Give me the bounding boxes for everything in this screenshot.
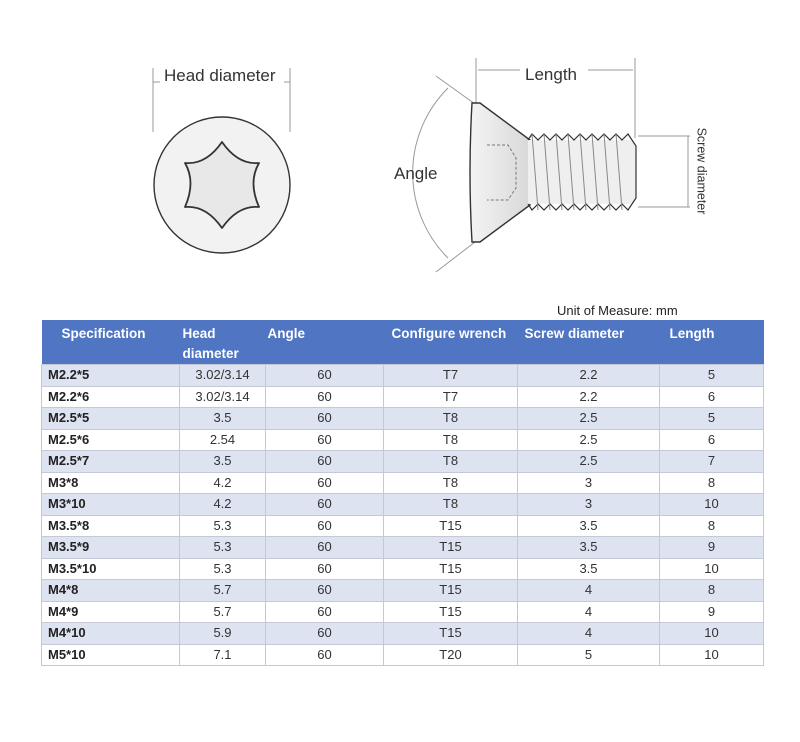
table-header-row xyxy=(42,320,764,365)
spec-table xyxy=(41,320,764,666)
cell-angle: 60 xyxy=(266,537,384,559)
cell-length: 8 xyxy=(660,472,764,494)
cell-angle: 60 xyxy=(266,644,384,666)
cell-screw-diameter: 4 xyxy=(518,580,660,602)
head-top-view xyxy=(153,68,290,253)
cell-length: 10 xyxy=(660,558,764,580)
cell-wrench: T15 xyxy=(384,623,518,645)
cell-angle: 60 xyxy=(266,472,384,494)
length-label: Length xyxy=(525,65,577,84)
cell-wrench: T8 xyxy=(384,451,518,473)
cell-screw-diameter: 2.5 xyxy=(518,408,660,430)
header-specification: Specification xyxy=(42,320,180,365)
cell-length: 10 xyxy=(660,494,764,516)
cell-specification: M3*10 xyxy=(42,494,180,516)
cell-length: 9 xyxy=(660,537,764,559)
cell-screw-diameter: 4 xyxy=(518,623,660,645)
cell-screw-diameter: 2.2 xyxy=(518,386,660,408)
cell-specification: M2.5*5 xyxy=(42,408,180,430)
table-row xyxy=(42,558,764,580)
screw-side-view xyxy=(413,58,690,272)
angle-label: Angle xyxy=(394,164,438,183)
cell-screw-diameter: 3.5 xyxy=(518,537,660,559)
cell-specification: M3.5*10 xyxy=(42,558,180,580)
cell-head-diameter: 5.3 xyxy=(180,515,266,537)
cell-head-diameter: 7.1 xyxy=(180,644,266,666)
cell-length: 9 xyxy=(660,601,764,623)
cell-wrench: T8 xyxy=(384,494,518,516)
cell-length: 8 xyxy=(660,515,764,537)
cell-specification: M2.5*6 xyxy=(42,429,180,451)
cell-head-diameter: 3.02/3.14 xyxy=(180,365,266,387)
cell-head-diameter: 4.2 xyxy=(180,494,266,516)
cell-wrench: T7 xyxy=(384,365,518,387)
cell-angle: 60 xyxy=(266,623,384,645)
cell-angle: 60 xyxy=(266,515,384,537)
table-row xyxy=(42,451,764,473)
cell-length: 10 xyxy=(660,644,764,666)
header-configure-wrench: Configure wrench xyxy=(384,320,518,365)
cell-screw-diameter: 2.5 xyxy=(518,451,660,473)
cell-specification: M3.5*9 xyxy=(42,537,180,559)
cell-wrench: T20 xyxy=(384,644,518,666)
cell-length: 8 xyxy=(660,580,764,602)
table-row xyxy=(42,472,764,494)
header-head-diameter: Head diameter xyxy=(180,320,266,365)
header-length: Length xyxy=(660,320,764,365)
cell-wrench: T7 xyxy=(384,386,518,408)
head-diameter-label: Head diameter xyxy=(164,66,276,85)
cell-wrench: T15 xyxy=(384,601,518,623)
cell-specification: M2.2*5 xyxy=(42,365,180,387)
cell-specification: M3*8 xyxy=(42,472,180,494)
cell-angle: 60 xyxy=(266,365,384,387)
table-row xyxy=(42,537,764,559)
cell-head-diameter: 2.54 xyxy=(180,429,266,451)
table-row xyxy=(42,429,764,451)
cell-screw-diameter: 5 xyxy=(518,644,660,666)
cell-wrench: T8 xyxy=(384,429,518,451)
cell-specification: M5*10 xyxy=(42,644,180,666)
table-row xyxy=(42,515,764,537)
cell-angle: 60 xyxy=(266,558,384,580)
cell-wrench: T15 xyxy=(384,580,518,602)
cell-head-diameter: 4.2 xyxy=(180,472,266,494)
cell-screw-diameter: 3.5 xyxy=(518,558,660,580)
table-row xyxy=(42,580,764,602)
cell-length: 7 xyxy=(660,451,764,473)
cell-angle: 60 xyxy=(266,408,384,430)
screw-diameter-label: Screw diameter xyxy=(694,127,709,215)
table-row xyxy=(42,408,764,430)
cell-screw-diameter: 3 xyxy=(518,472,660,494)
cell-wrench: T15 xyxy=(384,515,518,537)
cell-length: 5 xyxy=(660,408,764,430)
cell-head-diameter: 5.7 xyxy=(180,601,266,623)
table-row xyxy=(42,644,764,666)
cell-screw-diameter: 2.2 xyxy=(518,365,660,387)
cell-head-diameter: 3.5 xyxy=(180,451,266,473)
cell-angle: 60 xyxy=(266,429,384,451)
header-screw-diameter: Screw diameter xyxy=(518,320,660,365)
cell-specification: M4*10 xyxy=(42,623,180,645)
cell-angle: 60 xyxy=(266,580,384,602)
cell-specification: M4*8 xyxy=(42,580,180,602)
cell-length: 5 xyxy=(660,365,764,387)
cell-specification: M2.5*7 xyxy=(42,451,180,473)
header-angle: Angle xyxy=(266,320,384,365)
cell-angle: 60 xyxy=(266,451,384,473)
cell-head-diameter: 5.3 xyxy=(180,537,266,559)
cell-wrench: T8 xyxy=(384,408,518,430)
cell-angle: 60 xyxy=(266,386,384,408)
table-row xyxy=(42,386,764,408)
cell-screw-diameter: 4 xyxy=(518,601,660,623)
cell-specification: M3.5*8 xyxy=(42,515,180,537)
cell-head-diameter: 5.9 xyxy=(180,623,266,645)
cell-screw-diameter: 3 xyxy=(518,494,660,516)
cell-wrench: T15 xyxy=(384,537,518,559)
table-row xyxy=(42,494,764,516)
cell-head-diameter: 3.02/3.14 xyxy=(180,386,266,408)
cell-wrench: T8 xyxy=(384,472,518,494)
cell-length: 6 xyxy=(660,429,764,451)
cell-screw-diameter: 2.5 xyxy=(518,429,660,451)
screw-diagram xyxy=(0,0,800,300)
table-row xyxy=(42,365,764,387)
cell-head-diameter: 3.5 xyxy=(180,408,266,430)
cell-angle: 60 xyxy=(266,494,384,516)
cell-wrench: T15 xyxy=(384,558,518,580)
cell-length: 6 xyxy=(660,386,764,408)
cell-specification: M4*9 xyxy=(42,601,180,623)
cell-head-diameter: 5.7 xyxy=(180,580,266,602)
table-row xyxy=(42,623,764,645)
unit-note: Unit of Measure: mm xyxy=(557,303,678,318)
table-row xyxy=(42,601,764,623)
cell-specification: M2.2*6 xyxy=(42,386,180,408)
cell-length: 10 xyxy=(660,623,764,645)
cell-head-diameter: 5.3 xyxy=(180,558,266,580)
cell-screw-diameter: 3.5 xyxy=(518,515,660,537)
cell-angle: 60 xyxy=(266,601,384,623)
